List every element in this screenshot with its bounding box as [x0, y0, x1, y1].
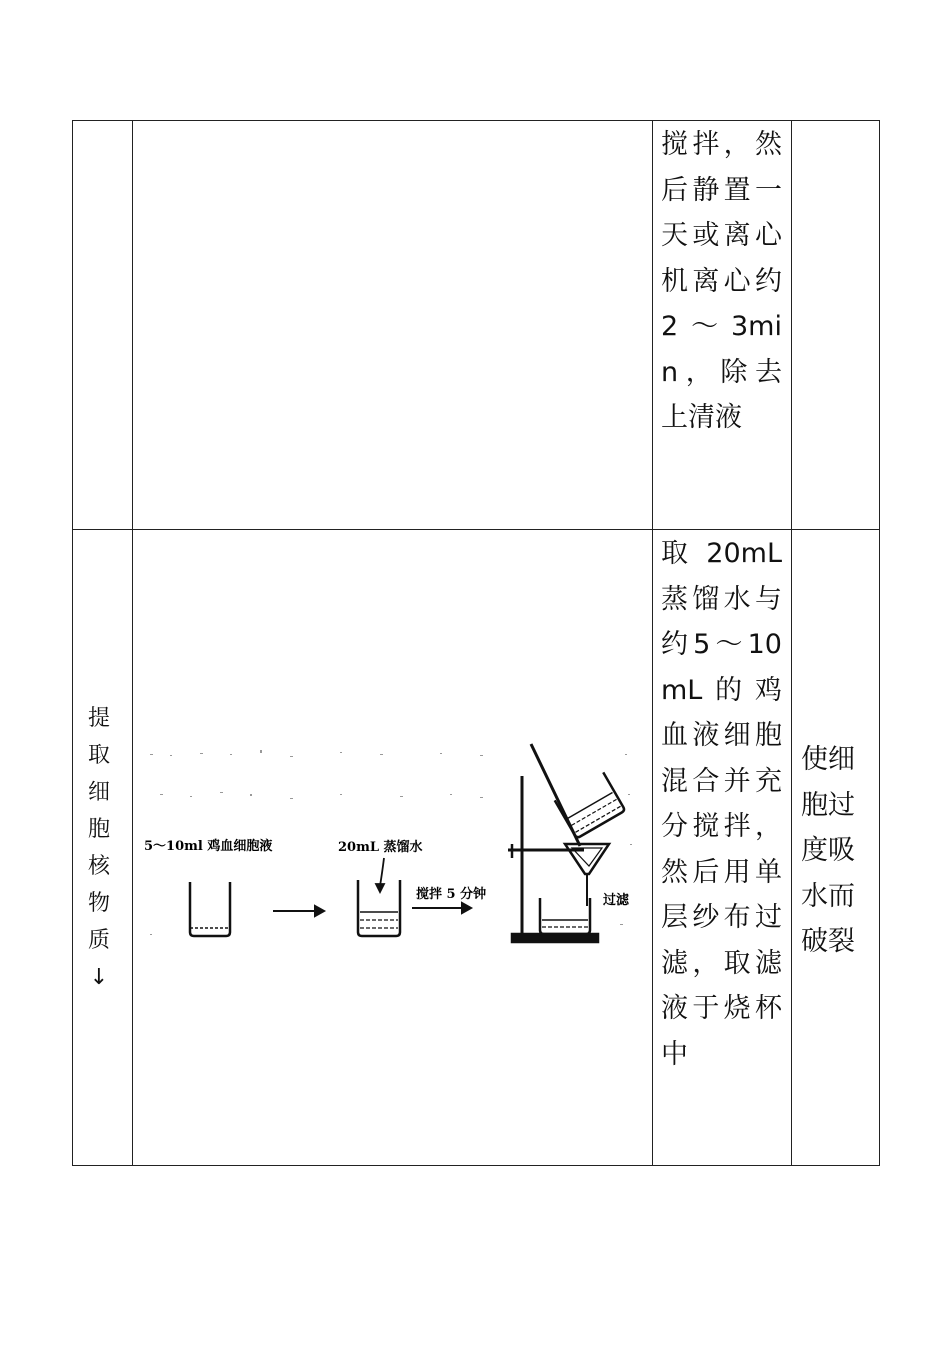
arrow-2-icon [412, 903, 471, 913]
pour-arrow-icon [376, 858, 384, 892]
step-text-row-1: 搅拌，然后静置一天或离心机离心约2～3min，除去上清液 [661, 129, 782, 433]
column-divider-2 [652, 120, 653, 1166]
table-bottom-border [72, 1165, 880, 1166]
procedure-figure [140, 734, 645, 954]
column-divider-1 [132, 120, 133, 1166]
filtration-apparatus [508, 744, 625, 942]
column-divider-3 [791, 120, 792, 1166]
step-text-row-2: 取20mL蒸馏水与约5～10mL的鸡血液细胞混合并充分搅拌，然后用单层纱布过滤，取滤液于烧杯中 [661, 538, 782, 1070]
table-right-border [879, 120, 880, 1166]
label-distilled-water: 20mL 蒸馏水 [338, 840, 423, 855]
arrow-1-icon [273, 906, 324, 916]
label-filter: 过滤 [603, 893, 630, 908]
table-top-border [72, 120, 880, 121]
table-left-border [72, 120, 73, 1166]
row-divider [72, 529, 880, 530]
label-blood-cells: 5～10ml 鸡血细胞液 [144, 839, 273, 854]
stage-label-row-2: 提取细胞核物质↓ [87, 706, 110, 990]
label-stir: 搅拌 5 分钟 [416, 887, 487, 902]
beaker-1 [190, 882, 230, 936]
purpose-text-row-2: 使细胞过度吸水而破裂 [801, 744, 855, 957]
procedure-table [72, 120, 880, 1166]
